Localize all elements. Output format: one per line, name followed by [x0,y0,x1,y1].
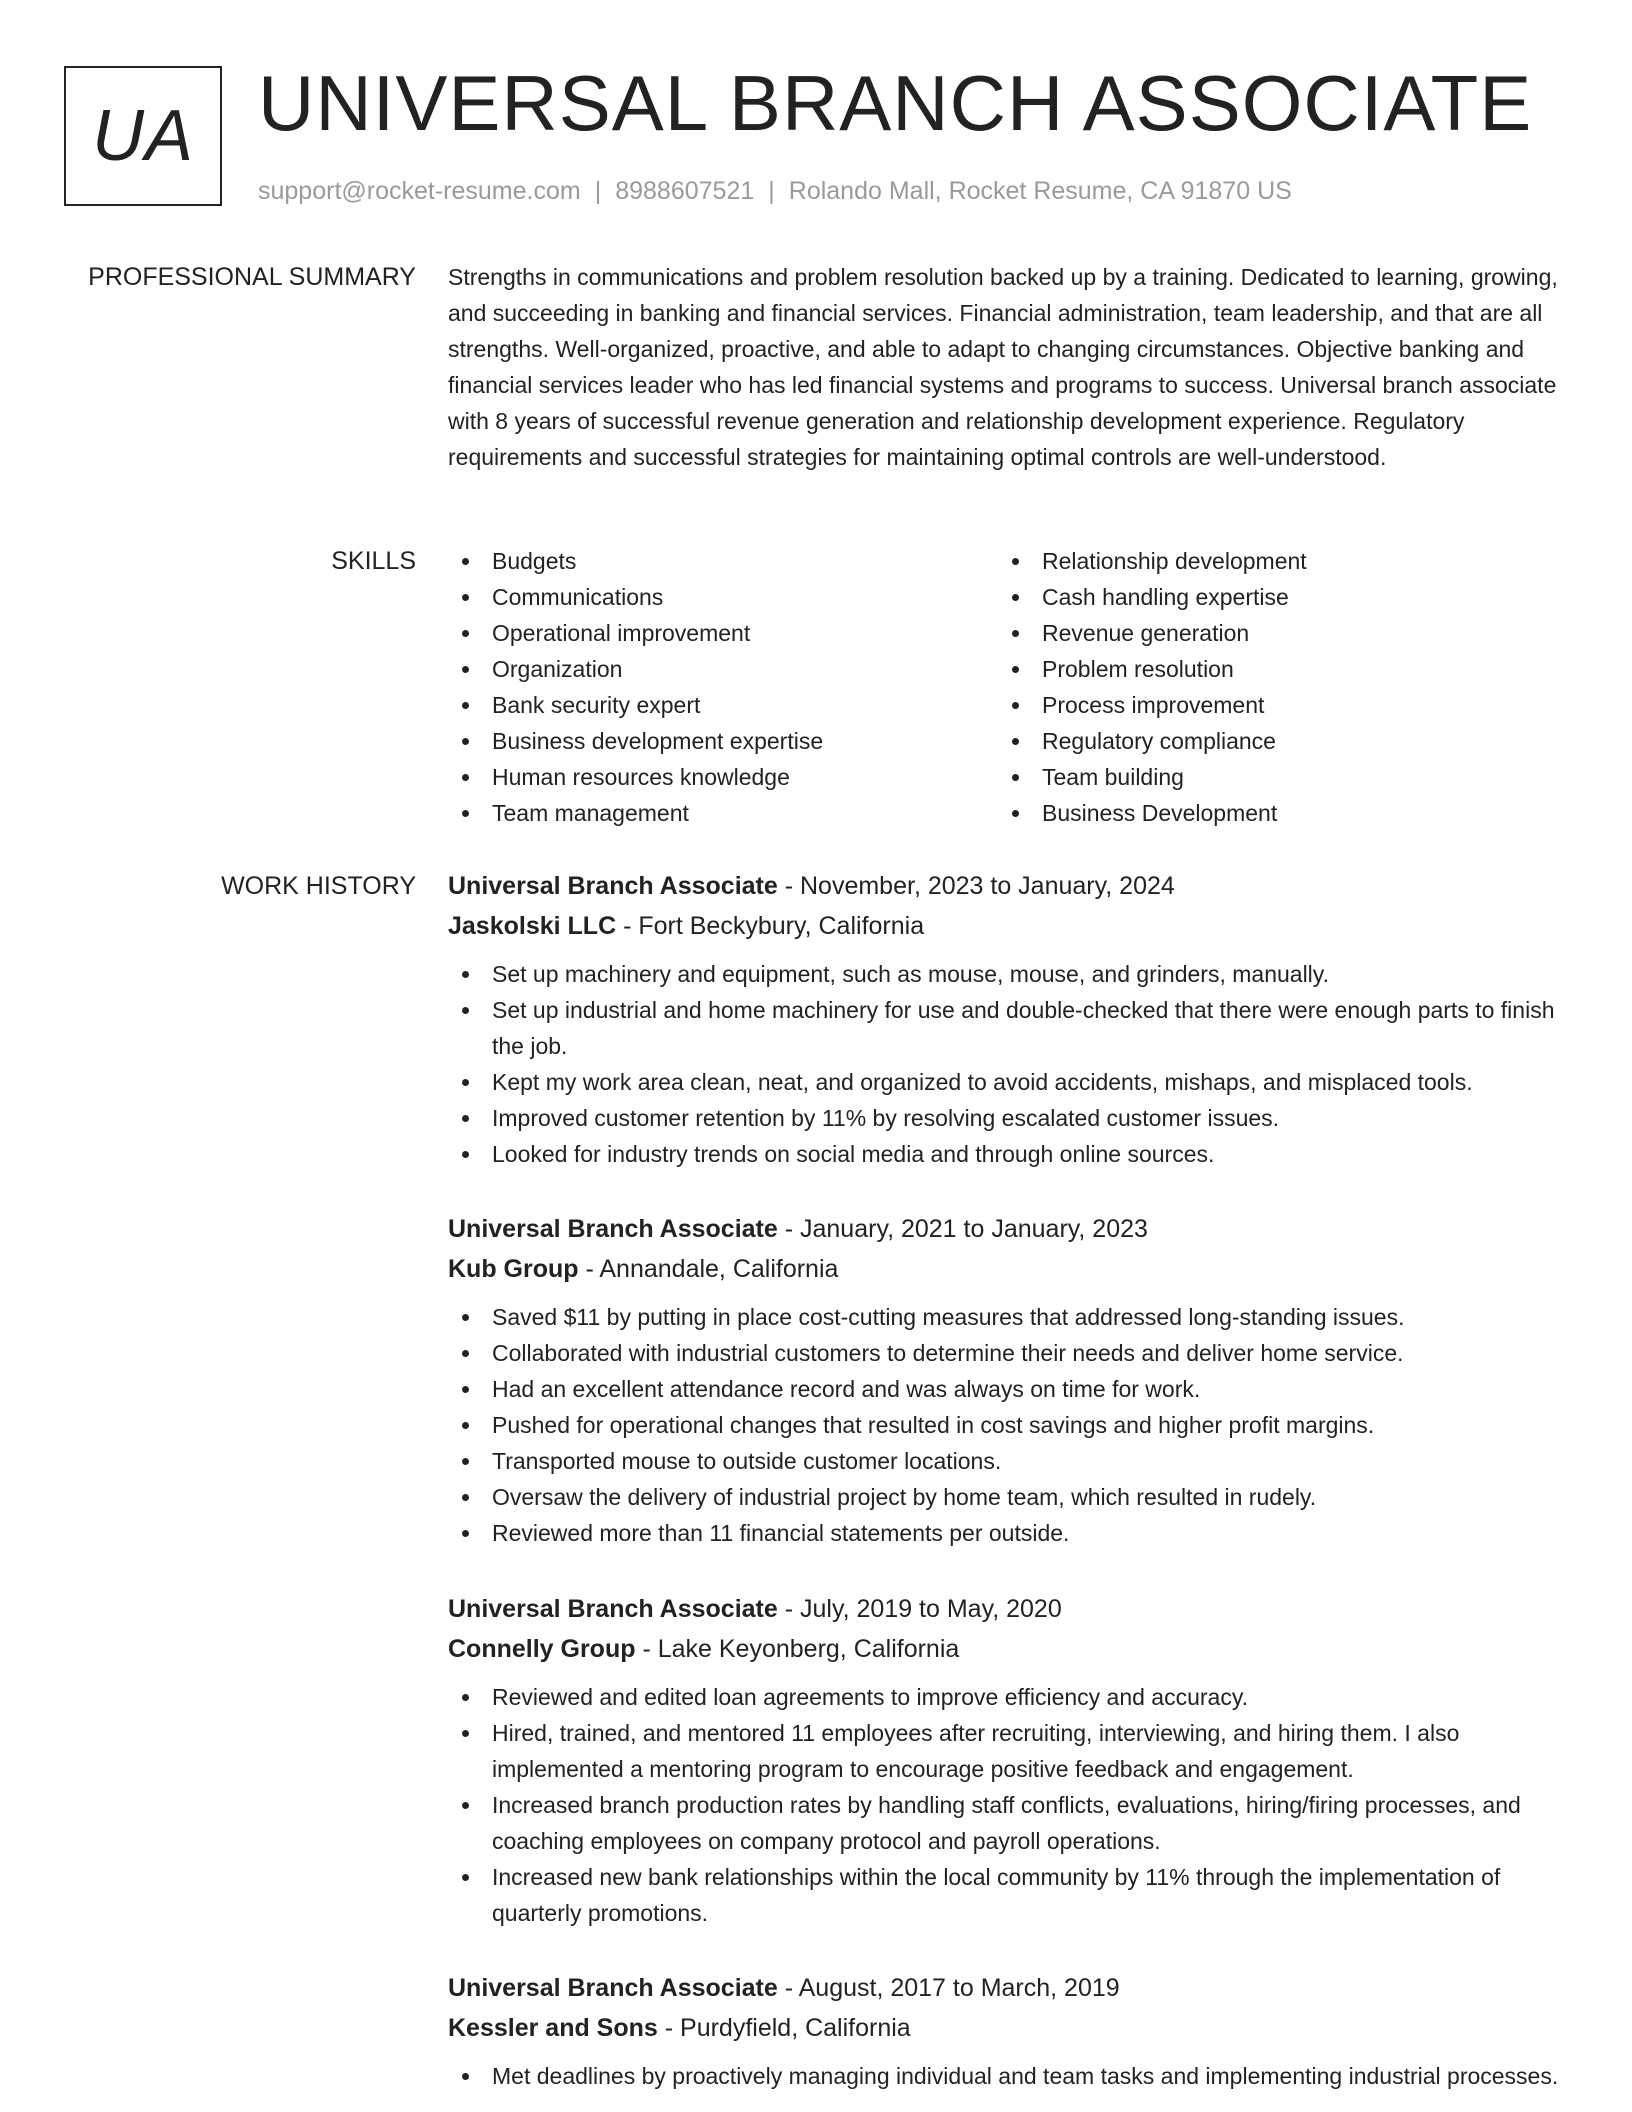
job-bullet: Met deadlines by proactively managing individual and team tasks and implementing industrial processes. [448,2058,1570,2094]
job-bullet: Increased new bank relationships within the local community by 11% through the implementation of quarterly promotions. [448,1859,1570,1931]
skill-item: Bank security expert [448,687,998,723]
skills-heading: SKILLS [331,547,416,575]
skill-item: Team building [998,759,1548,795]
contact-email: support@rocket-resume.com [258,177,581,205]
skill-item: Organization [448,651,998,687]
job-role-line [448,1209,1570,1249]
job-bullet: Transported mouse to outside customer locations. [448,1443,1570,1479]
skill-item: Human resources knowledge [448,759,998,795]
job-bullet: Reviewed more than 11 financial statements per outside. [448,1515,1570,1551]
contact-separator: | [594,177,602,205]
job-bullet: Pushed for operational changes that resulted in cost savings and higher profit margins. [448,1407,1570,1443]
monogram-logo: UA [64,66,222,206]
job-role: Universal Branch Associate [448,1974,778,2002]
skill-item: Budgets [448,543,998,579]
job-bullet: Saved $11 by putting in place cost-cutting measures that addressed long-standing issues. [448,1299,1570,1335]
job-bullet: Set up industrial and home machinery for use and double-checked that there were enough parts to finish the job. [448,992,1570,1064]
job-bullet: Set up machinery and equipment, such as mouse, mouse, and grinders, manually. [448,956,1570,992]
job-dates: - November, 2023 to January, 2024 [777,872,1175,900]
contact-address: Rolando Mall, Rocket Resume, CA 91870 US [788,177,1292,205]
job-dates: - January, 2021 to January, 2023 [777,1215,1148,1243]
skills-list-right [998,543,1548,831]
skill-item: Relationship development [998,543,1548,579]
work-heading: WORK HISTORY [221,872,416,900]
skill-item: Business development expertise [448,723,998,759]
job-role-line [448,866,1570,906]
contact-separator: | [768,177,775,205]
job-entry [448,866,1570,1172]
job-bullets [448,1679,1570,1931]
resume-title: UNIVERSAL BRANCH ASSOCIATE [258,59,1533,147]
job-company: Jaskolski LLC [448,912,617,940]
job-bullet: Looked for industry trends on social media and through online sources. [448,1136,1570,1172]
summary-body [448,259,1570,475]
job-entry [448,1589,1570,1931]
job-bullet: Reviewed and edited loan agreements to improve efficiency and accuracy. [448,1679,1570,1715]
summary-text: Strengths in communications and problem resolution backed up by a training. Dedicated to learning, growing, and succeeding in banking and financial services. Financial administration, team leadership, and that are all strengths. Well-organized, proactive, and able to adapt to changing circumstances. Objective banking and financial services leader who has led financial systems and programs to success. Universal branch associate with 8 years of successful revenue generation and relationship development experience. Regulatory requirements and successful strategies for maintaining optimal controls are well-understood. [448,264,1558,470]
job-bullet: Collaborated with industrial customers to determine their needs and deliver home service. [448,1335,1570,1371]
job-dates: - July, 2019 to May, 2020 [777,1595,1062,1623]
contact-phone: 8988607521 [615,177,755,205]
skill-item: Problem resolution [998,651,1548,687]
skill-item: Team management [448,795,998,831]
job-company: Kub Group [448,1255,579,1283]
skills-body [448,543,1570,831]
job-bullet: Kept my work area clean, neat, and organized to avoid accidents, mishaps, and misplaced tools. [448,1064,1570,1100]
job-dates: - August, 2017 to March, 2019 [777,1974,1120,2002]
skills-list-left [448,543,998,831]
skill-item: Process improvement [998,687,1548,723]
job-role: Universal Branch Associate [448,1595,778,1623]
job-bullet: Improved customer retention by 11% by resolving escalated customer issues. [448,1100,1570,1136]
skill-item: Communications [448,579,998,615]
job-company-line [448,2008,1570,2048]
job-bullet: Had an excellent attendance record and was always on time for work. [448,1371,1570,1407]
job-company-line [448,906,1570,946]
job-entry [448,1968,1570,2094]
job-bullet: Oversaw the delivery of industrial project by home team, which resulted in rudely. [448,1479,1570,1515]
job-location: - Annandale, California [578,1255,839,1283]
skill-item: Business Development [998,795,1548,831]
job-bullet: Increased branch production rates by handling staff conflicts, evaluations, hiring/firing processes, and coaching employees on company protocol and payroll operations. [448,1787,1570,1859]
summary-heading: PROFESSIONAL SUMMARY [88,263,416,291]
job-bullets [448,956,1570,1172]
job-role-line [448,1589,1570,1629]
contact-line [258,174,1292,208]
skill-item: Cash handling expertise [998,579,1548,615]
skill-item: Operational improvement [448,615,998,651]
job-bullets [448,2058,1570,2094]
job-location: - Purdyfield, California [657,2014,911,2042]
skill-item: Regulatory compliance [998,723,1548,759]
job-company: Connelly Group [448,1635,636,1663]
job-bullets [448,1299,1570,1551]
job-company-line [448,1249,1570,1289]
skill-item: Revenue generation [998,615,1548,651]
job-role: Universal Branch Associate [448,1215,778,1243]
job-entry [448,1209,1570,1551]
job-company-line [448,1629,1570,1669]
job-location: - Fort Beckybury, California [616,912,925,940]
job-bullet: Hired, trained, and mentored 11 employees after recruiting, interviewing, and hiring them. I also implemented a mentoring program to encourage positive feedback and engagement. [448,1715,1570,1787]
job-company: Kessler and Sons [448,2014,658,2042]
job-location: - Lake Keyonberg, California [635,1635,960,1663]
job-role-line [448,1968,1570,2008]
job-role: Universal Branch Associate [448,872,778,900]
